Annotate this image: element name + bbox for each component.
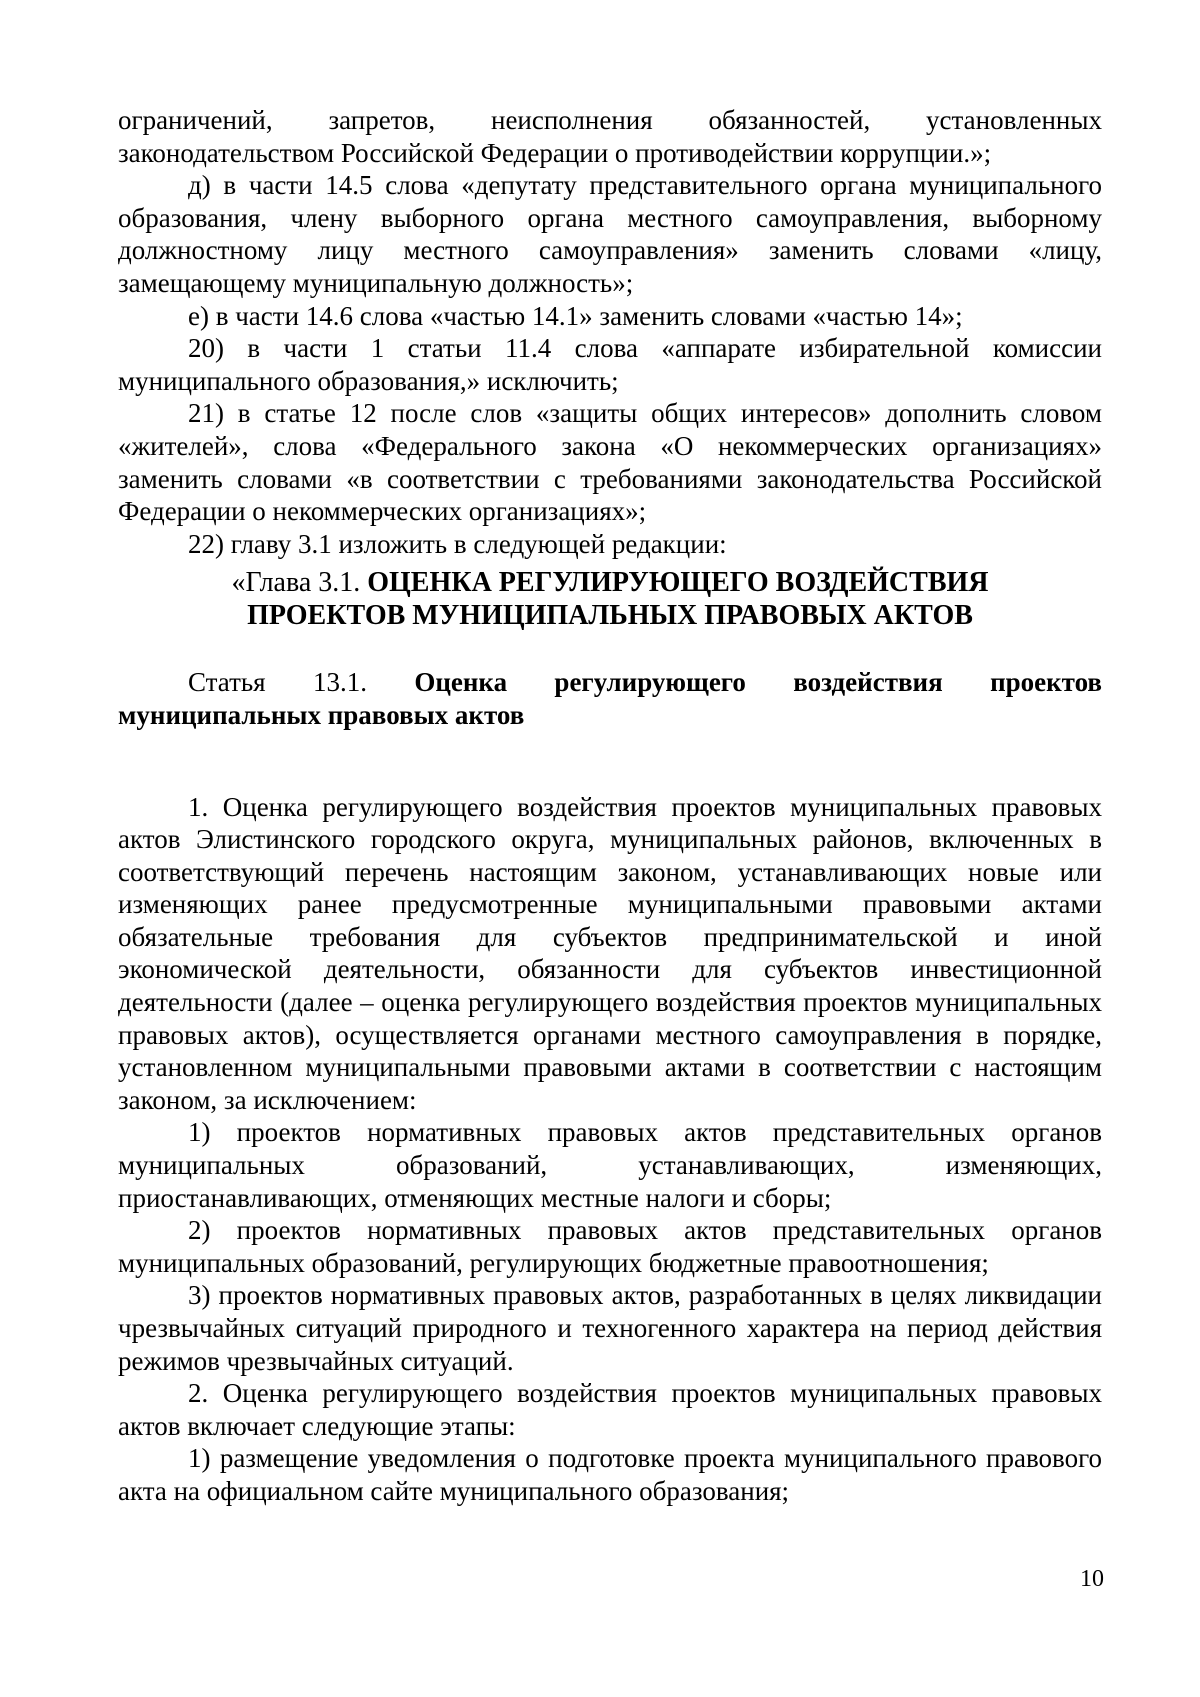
document-page xyxy=(118,104,1102,1508)
paragraph: 22) главу 3.1 изложить в следующей редакции: xyxy=(188,528,727,559)
article-title: Оценка регулирующего воздействия проектов муниципальных правовых актов xyxy=(118,667,1102,730)
paragraph: 1) проектов нормативных правовых актов представительных органов муниципальных образований, устанавливающих, изменяющих, приостанавливающих, отменяющих местные налоги и сборы; xyxy=(118,1117,1102,1213)
paragraph: 1. Оценка регулирующего воздействия проектов муниципальных правовых актов Элистинского городского округа, муниципальных районов, включенных в соответствующий перечень настоящим законом, устанавливающих новые или изменяющих ранее предусмотренные муниципальными правовыми актами обязательные требования для субъектов предпринимательской и иной экономической деятельности, обязанности для субъектов инвестиционной деятельности (далее – оценка регулирующего воздействия проектов муниципальных правовых актов), осуществляется органами местного самоуправления в порядке, установленном муниципальными правовыми актами в соответствии с настоящим законом, за исключением: xyxy=(118,791,1102,1115)
paragraph: д) в части 14.5 слова «депутату представительного органа муниципального образования, члену выборного органа местного самоуправления, выборному должностному лицу местного самоуправления» заменить словами «лицу, замещающему муниципальную должность»; xyxy=(118,170,1102,298)
paragraph: 2. Оценка регулирующего воздействия проектов муниципальных правовых актов включает следующие этапы: xyxy=(118,1378,1102,1441)
chapter-heading xyxy=(118,566,1102,632)
chapter-title-line-2: ПРОЕКТОВ МУНИЦИПАЛЬНЫХ ПРАВОВЫХ АКТОВ xyxy=(247,600,973,632)
paragraph: 3) проектов нормативных правовых актов, разработанных в целях ликвидации чрезвычайных ситуаций природного и техногенного характера на период действия режимов чрезвычайных ситуаций. xyxy=(118,1280,1102,1376)
paragraph: 20) в части 1 статьи 11.4 слова «аппарате избирательной комиссии муниципального образования,» исключить; xyxy=(118,333,1102,396)
article-heading xyxy=(118,666,1102,731)
chapter-prefix: «Глава 3.1. xyxy=(231,567,368,599)
article-prefix: Статья 13.1. xyxy=(188,667,415,698)
paragraph: 2) проектов нормативных правовых актов представительных органов муниципальных образований, регулирующих бюджетные правоотношения; xyxy=(118,1215,1102,1278)
paragraph: 1) размещение уведомления о подготовке проекта муниципального правового акта на официальном сайте муниципального образования; xyxy=(118,1443,1102,1506)
paragraph: е) в части 14.6 слова «частью 14.1» заменить словами «частью 14»; xyxy=(188,300,963,331)
page-number: 10 xyxy=(1080,1566,1104,1592)
paragraph: ограничений, запретов, неисполнения обязанностей, установленных законодательством Российской Федерации о противодействии коррупции.»; xyxy=(118,105,1102,168)
chapter-title-line-1: ОЦЕНКА РЕГУЛИРУЮЩЕГО ВОЗДЕЙСТВИЯ xyxy=(367,567,989,599)
paragraph: 21) в статье 12 после слов «защиты общих интересов» дополнить словом «жителей», слова «Федерального закона «О некоммерческих организациях» заменить словами «в соответствии с требованиями законодательства Российской Федерации о некоммерческих организациях»; xyxy=(118,398,1102,527)
